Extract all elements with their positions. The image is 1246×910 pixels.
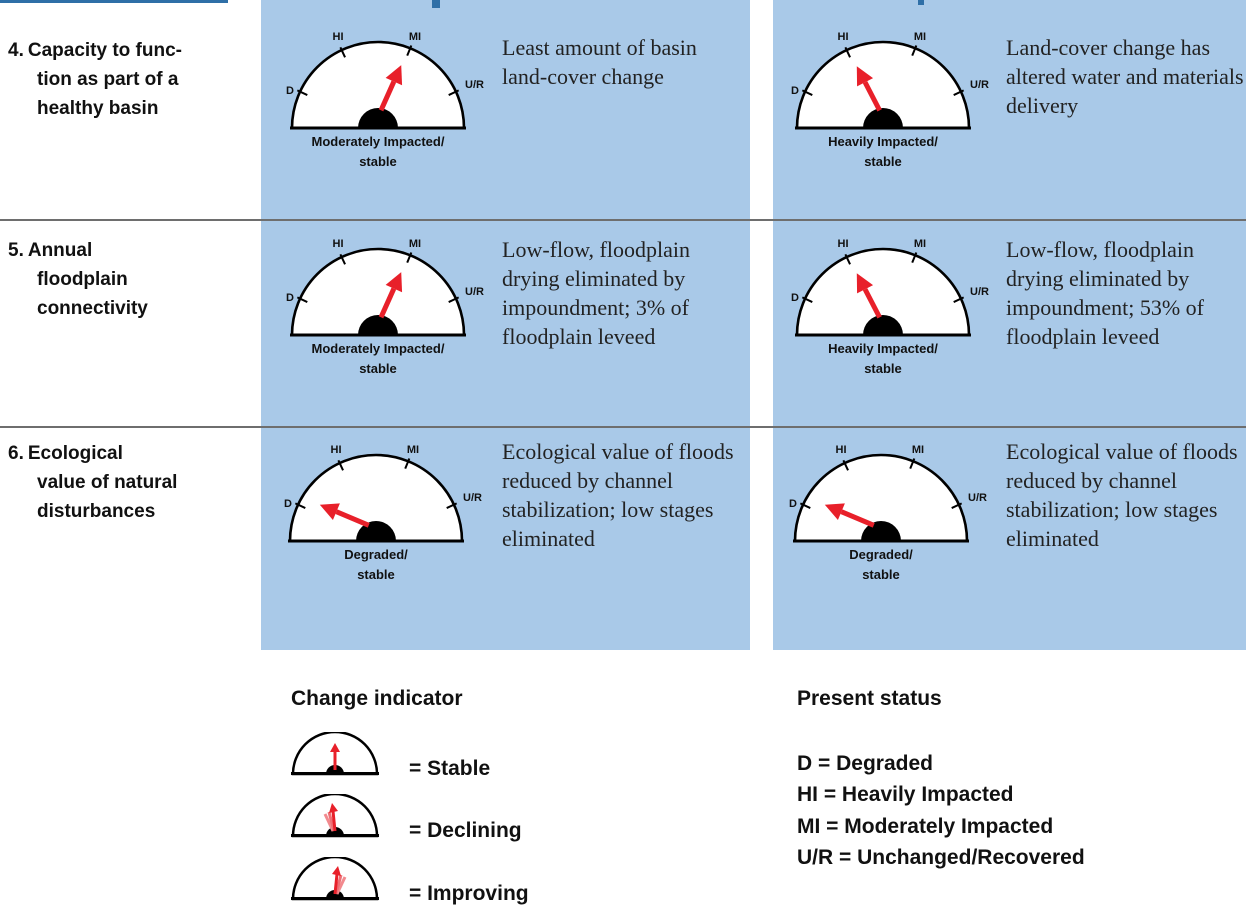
present-status-title: Present status <box>797 687 942 710</box>
row-label-line: tion as part of a <box>37 69 179 90</box>
gauge-status-line: stable <box>359 154 397 169</box>
gauge-status-line: stable <box>864 154 902 169</box>
gauge-label-hi: HI <box>330 444 342 456</box>
legend-declining: = Declining <box>409 819 522 842</box>
row-label-line: Ecological <box>27 443 123 464</box>
header-rule <box>0 0 228 3</box>
legend-stable: = Stable <box>409 757 491 780</box>
gauge-label-d: D <box>791 292 799 304</box>
gauge-status-caption <box>793 339 973 379</box>
row-label-line: value of natural <box>37 472 178 493</box>
status-gauge <box>791 443 1011 593</box>
gauge-label-d: D <box>791 85 799 97</box>
gauge-label-mi: MI <box>913 31 927 43</box>
header-mark <box>432 0 440 8</box>
gauge-dial <box>793 30 993 135</box>
status-gauge <box>288 30 508 180</box>
gauge-status-line: Heavily Impacted/ <box>828 341 938 356</box>
gauge-status-line: stable <box>864 361 902 376</box>
description-text: Low-flow, floodplain drying eliminated by impoundment; 53% of floodplain leveed <box>1006 237 1204 349</box>
header-mark-right <box>918 0 924 5</box>
gauge-status-line: Moderately Impacted/ <box>311 341 445 356</box>
gauge-label-hi: HI <box>837 31 849 43</box>
row-label-line: Annual <box>27 240 93 261</box>
status-gauge <box>288 237 508 387</box>
gauge-label-mi: MI <box>913 238 927 250</box>
gauge-status-line: Degraded/ <box>344 547 408 562</box>
legend-improving: = Improving <box>409 882 529 905</box>
row-label-6 <box>8 439 238 526</box>
gauge-status-line: stable <box>357 567 395 582</box>
status-gauge <box>793 237 1013 387</box>
gauge-label-hi: HI <box>332 238 344 250</box>
gauge-label-d: D <box>789 498 797 510</box>
gauge-status-line: Moderately Impacted/ <box>311 134 445 149</box>
row-label-line: disturbances <box>37 501 156 522</box>
row-label-line: Capacity to func- <box>27 40 182 61</box>
gauge-status-line: Heavily Impacted/ <box>828 134 938 149</box>
gauge-status-line: stable <box>359 361 397 376</box>
gauge-label-ur: U/R <box>968 492 987 504</box>
description-text: Land-cover change has altered water and materials delivery <box>1006 35 1244 118</box>
status-definition: U/R = Unchanged/Recovered <box>797 846 1085 869</box>
gauge-label-mi: MI <box>911 444 925 456</box>
gauge-dial <box>288 237 488 342</box>
row-divider <box>0 426 1246 428</box>
row-label-line: floodplain <box>37 269 128 290</box>
status-gauge <box>286 443 506 593</box>
gauge-dial <box>793 237 993 342</box>
status-definition: D = Degraded <box>797 752 933 775</box>
gauge-label-mi: MI <box>408 31 422 43</box>
gauge-status-line: stable <box>862 567 900 582</box>
stable-mini-gauge <box>289 732 381 785</box>
gauge-label-ur: U/R <box>970 286 989 298</box>
gauge-status-caption <box>793 132 973 172</box>
description-text: Ecological value of floods reduced by channel stabilization; low stages eliminated <box>1006 439 1238 551</box>
status-definition: HI = Heavily Impacted <box>797 783 1014 806</box>
gauge-label-ur: U/R <box>463 492 482 504</box>
gauge-label-ur: U/R <box>465 79 484 91</box>
status-definition: MI = Moderately Impacted <box>797 815 1054 838</box>
status-gauge <box>793 30 1013 180</box>
row-label-line: connectivity <box>37 298 148 319</box>
row-number: 4. <box>8 40 24 61</box>
gauge-dial <box>288 30 488 135</box>
gauge-label-d: D <box>286 85 294 97</box>
row-divider <box>0 219 1246 221</box>
row-number: 5. <box>8 240 24 261</box>
gauge-status-caption <box>791 545 971 585</box>
gauge-label-hi: HI <box>835 444 847 456</box>
row-number: 6. <box>8 443 24 464</box>
row-label-line: healthy basin <box>37 98 159 119</box>
gauge-label-hi: HI <box>837 238 849 250</box>
gauge-label-ur: U/R <box>465 286 484 298</box>
gauge-label-mi: MI <box>408 238 422 250</box>
row-label-4 <box>8 36 238 123</box>
gauge-dial <box>286 443 486 548</box>
gauge-status-caption <box>286 545 466 585</box>
gauge-label-hi: HI <box>332 31 344 43</box>
description-text: Low-flow, floodplain drying eliminated by impoundment; 3% of floodplain leveed <box>502 237 690 349</box>
gauge-dial <box>791 443 991 548</box>
gauge-label-mi: MI <box>406 444 420 456</box>
declining-mini-gauge <box>289 794 381 847</box>
improving-mini-gauge <box>289 857 381 910</box>
description-text: Least amount of basin land-cover change <box>502 35 697 89</box>
gauge-status-line: Degraded/ <box>849 547 913 562</box>
change-indicator-title: Change indicator <box>291 687 463 710</box>
description-text: Ecological value of floods reduced by channel stabilization; low stages eliminated <box>502 439 734 551</box>
row-label-5 <box>8 236 238 323</box>
gauge-label-d: D <box>286 292 294 304</box>
gauge-label-d: D <box>284 498 292 510</box>
gauge-status-caption <box>288 339 468 379</box>
gauge-label-ur: U/R <box>970 79 989 91</box>
gauge-status-caption <box>288 132 468 172</box>
